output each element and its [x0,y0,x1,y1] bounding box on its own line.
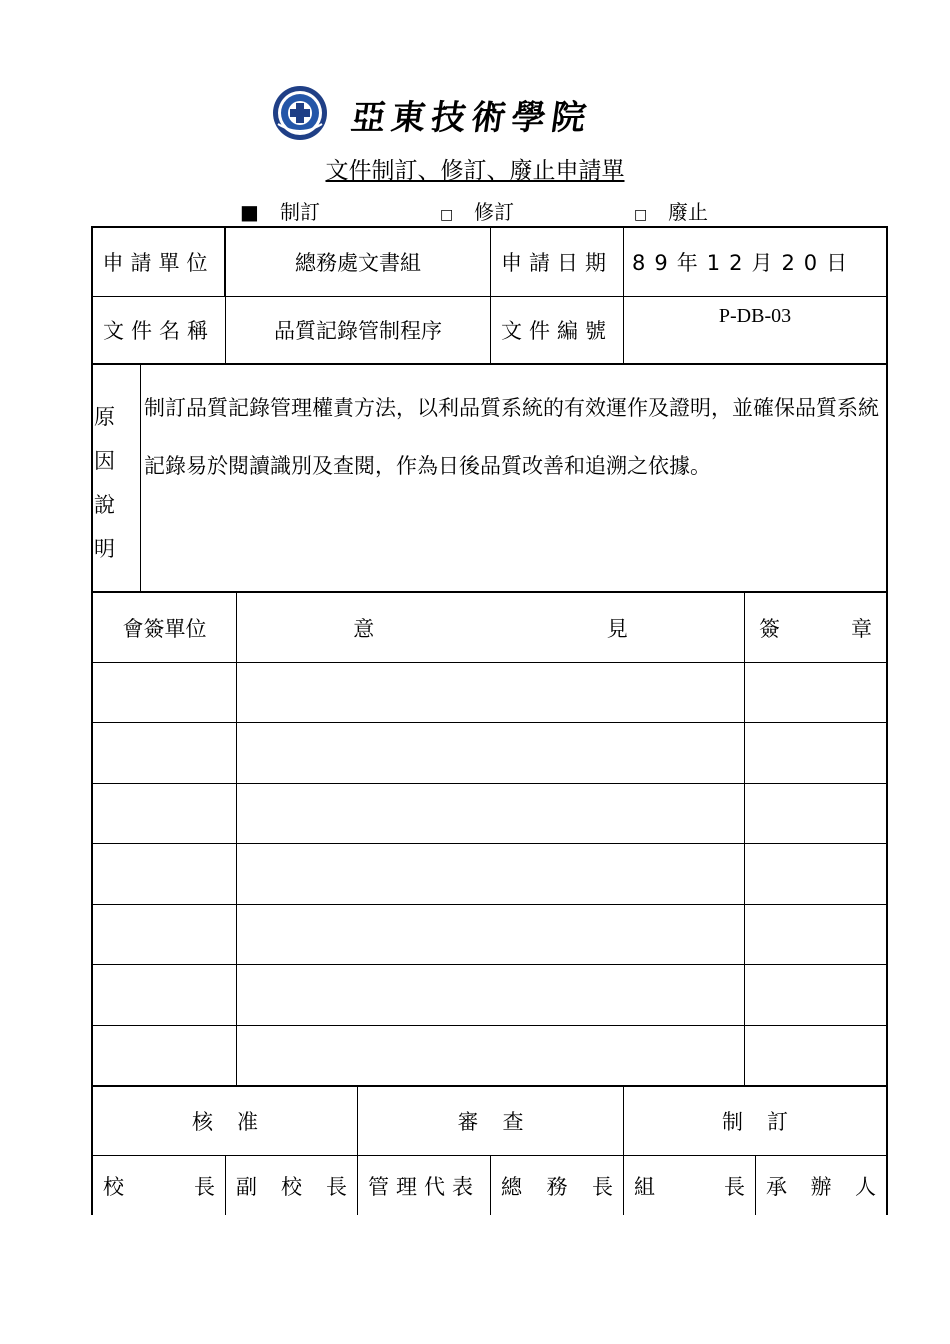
inspect-header [358,1087,624,1156]
review-sign-header [745,593,886,663]
applicant-unit-label: 申請單位 [93,228,226,297]
applicant-unit-value[interactable]: 總務處文書組 [226,228,491,297]
doc-name-value[interactable]: 品質記錄管制程序 [226,297,491,365]
option-establish[interactable] [240,196,320,225]
label-char: 副 [236,1174,257,1199]
document-type-options [0,196,950,224]
header-char: 審 [457,1110,479,1134]
review-opinion-cell[interactable] [237,844,745,905]
reason-text[interactable]: 制訂品質記錄管理權責方法，以利品質系統的有效運作及證明，並確保品質系統記錄易於閱讀識別及查閱，作為日後品質改善和追溯之依據。 [144,396,879,478]
reason-label [93,365,141,591]
label-char: 長 [194,1174,215,1199]
header-char: 核 [192,1110,213,1134]
label-char: 校 [103,1174,124,1199]
form-title: 文件制訂、修訂、廢止申請單 [325,158,625,184]
reason-label-char: 因 [94,449,115,473]
review-opinion-cell[interactable] [237,723,745,784]
approval-table [91,1085,888,1215]
school-name: 亞東技術學院 [348,98,595,138]
review-sign-cell[interactable] [745,784,886,844]
label-char: 長 [592,1174,613,1199]
header-char: 准 [237,1110,258,1134]
label-char: 承 [766,1174,787,1199]
approve-header [93,1087,358,1156]
header-char: 意 [353,616,375,641]
review-opinion-cell[interactable] [237,905,745,965]
label-char: 長 [326,1174,347,1199]
label-char: 長 [724,1174,745,1199]
header-char: 見 [606,616,628,641]
review-sign-cell[interactable] [745,905,886,965]
principal-label[interactable] [93,1156,226,1215]
label-char: 總 [501,1174,522,1199]
doc-name-label: 文件名稱 [93,297,226,365]
review-opinion-cell[interactable] [237,1026,745,1085]
review-unit-cell[interactable] [93,663,237,723]
option-label: 修訂 [474,200,514,224]
review-sign-cell[interactable] [745,844,886,905]
option-revise[interactable] [440,196,514,225]
checkbox-icon[interactable]: □ [634,207,648,223]
header-char: 章 [851,616,872,641]
review-unit-header: 會簽單位 [93,593,237,663]
review-unit-cell[interactable] [93,905,237,965]
handler-label[interactable] [756,1156,886,1215]
review-opinion-cell[interactable] [237,784,745,844]
document-header [0,84,950,144]
review-unit-cell[interactable] [93,965,237,1026]
review-opinion-header [237,593,745,663]
apply-date-label: 申請日期 [491,228,624,297]
option-label: 廢止 [668,200,708,224]
general-affairs-label[interactable] [491,1156,624,1215]
application-info-table [91,226,888,593]
label-char: 人 [855,1174,876,1199]
review-unit-cell[interactable] [93,784,237,844]
review-sign-cell[interactable] [745,663,886,723]
review-unit-cell[interactable] [93,844,237,905]
review-opinion-cell[interactable] [237,663,745,723]
review-unit-cell[interactable] [93,1026,237,1085]
label-char: 組 [634,1174,655,1199]
header-char: 查 [502,1110,524,1134]
review-table [91,591,888,1087]
apply-date-value[interactable]: 89年12月20日 [624,228,886,297]
reason-label-char: 明 [94,537,115,561]
reason-label-char: 原 [94,405,115,429]
review-opinion-cell[interactable] [237,965,745,1026]
review-unit-cell[interactable] [93,723,237,784]
label-char: 辦 [810,1174,832,1199]
management-rep-label[interactable]: 管理代表 [358,1156,491,1215]
school-logo-icon [271,84,329,142]
doc-no-label: 文件編號 [491,297,624,365]
checked-box-icon[interactable]: ■ [240,200,259,224]
vice-principal-label[interactable] [226,1156,358,1215]
header-char: 簽 [759,616,780,641]
review-sign-cell[interactable] [745,723,886,784]
review-sign-cell[interactable] [745,965,886,1026]
option-label: 制訂 [280,200,320,224]
draft-header [624,1087,886,1156]
header-char: 訂 [767,1110,788,1134]
option-abolish[interactable] [634,196,708,225]
header-char: 制 [722,1110,743,1134]
doc-no-value[interactable]: P-DB-03 [624,297,886,365]
checkbox-icon[interactable]: □ [440,207,454,223]
label-char: 務 [546,1174,568,1199]
reason-label-char: 說 [94,493,115,517]
group-head-label[interactable] [624,1156,756,1215]
label-char: 校 [281,1174,302,1199]
review-sign-cell[interactable] [745,1026,886,1085]
